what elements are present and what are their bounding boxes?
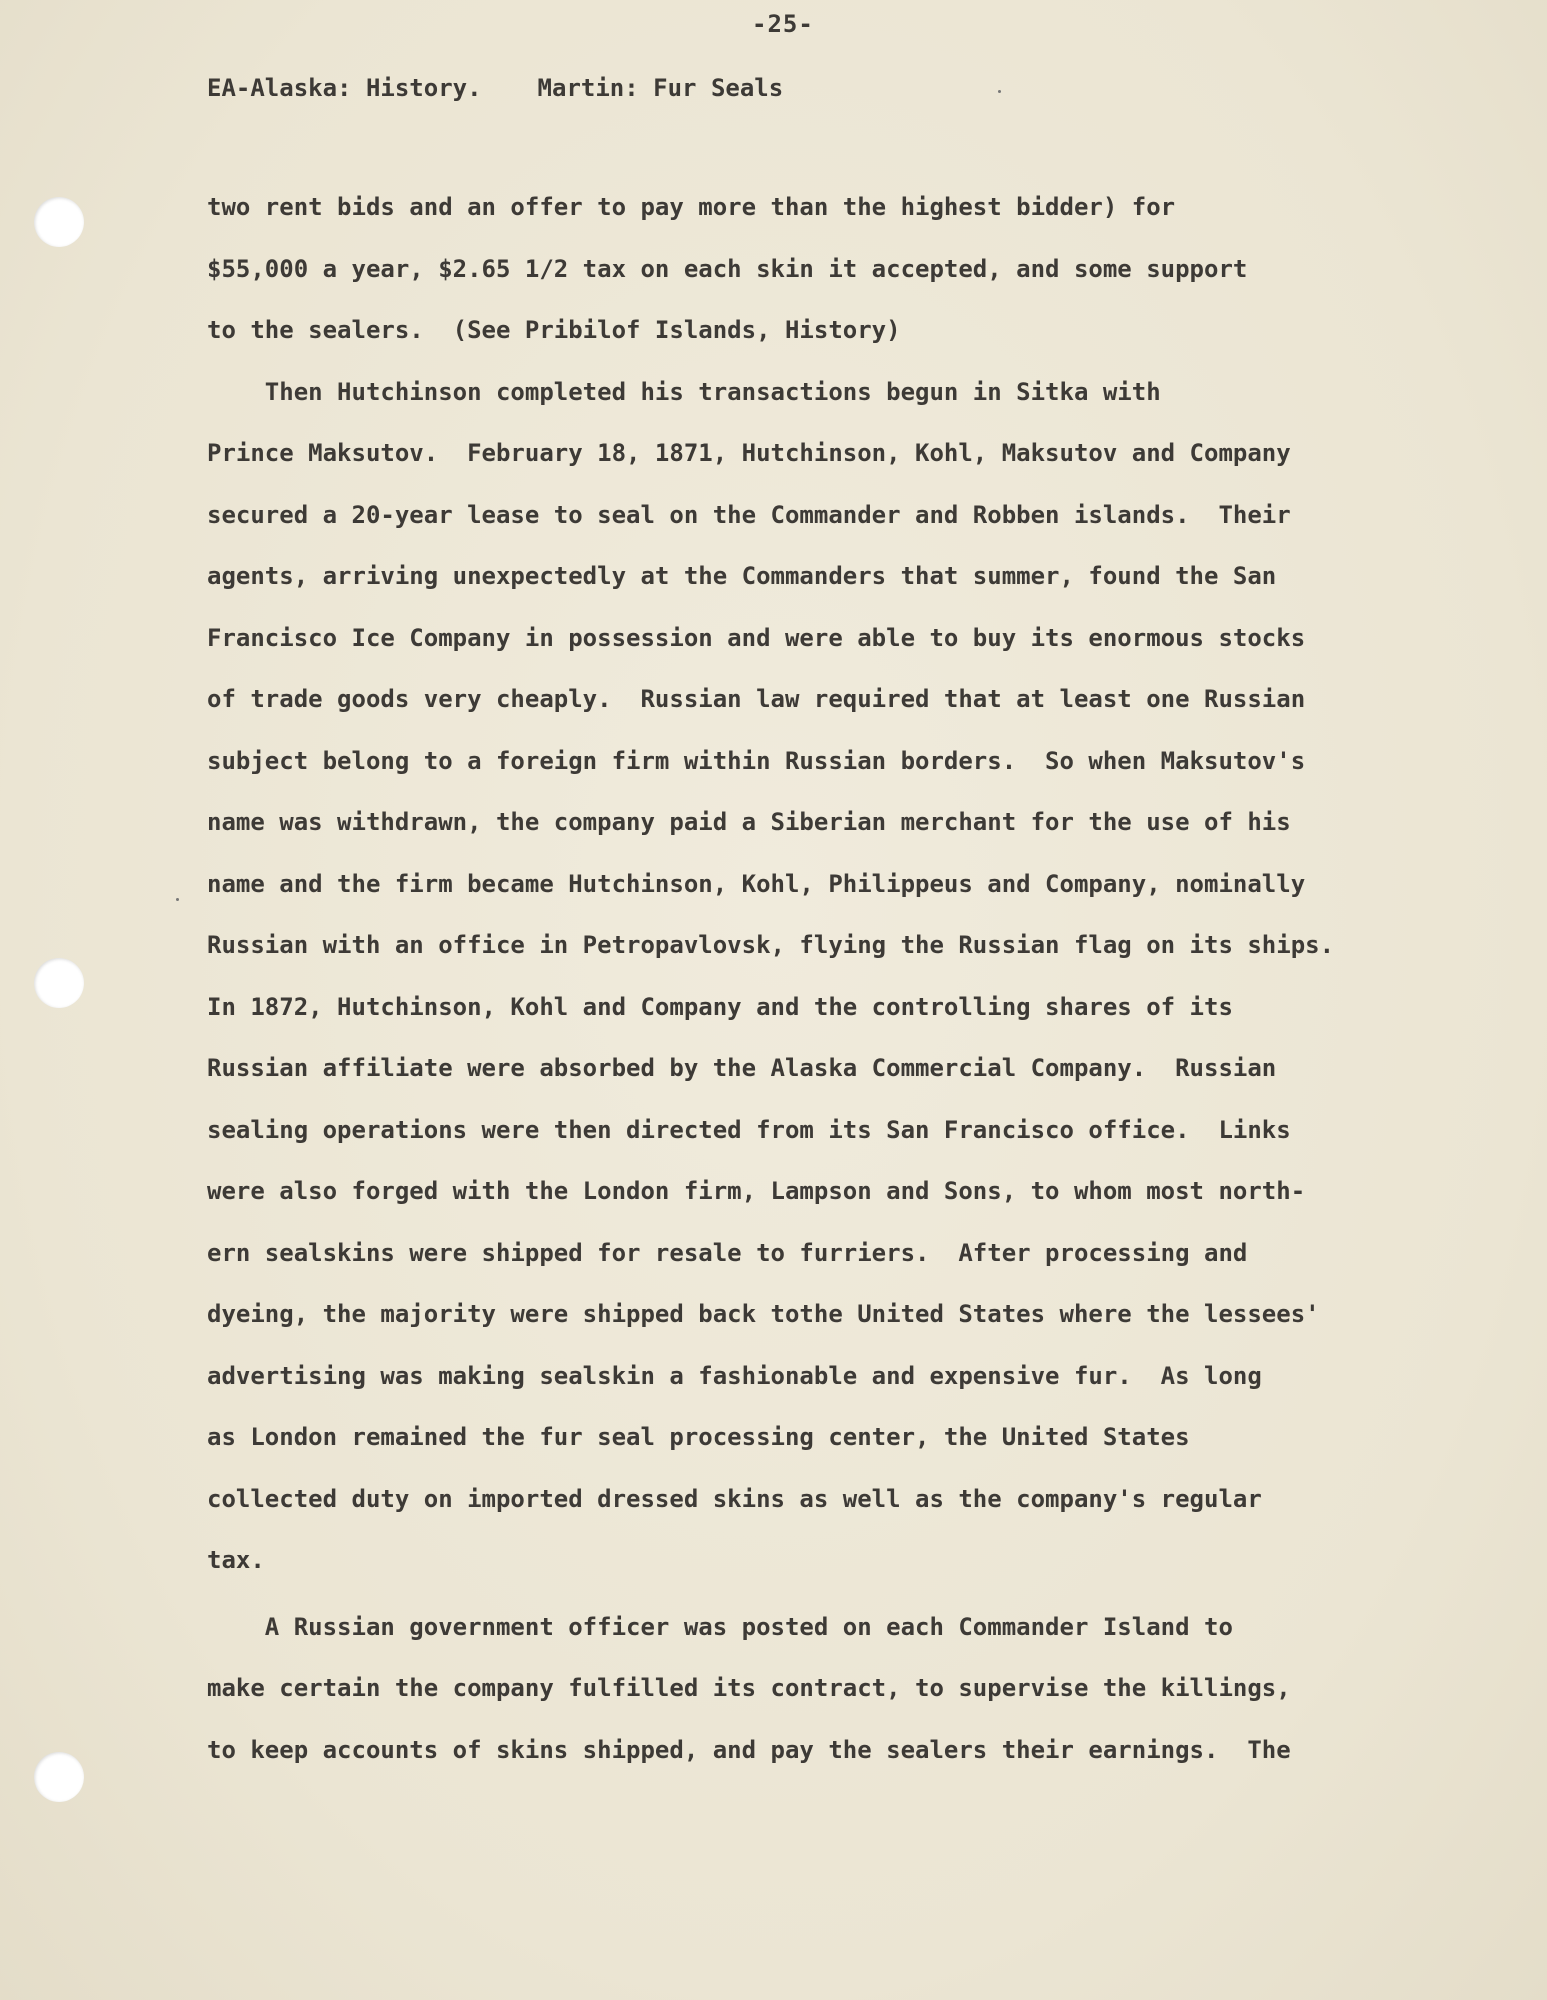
header-subject: EA-Alaska: History. bbox=[207, 74, 482, 102]
text-line: A Russian government officer was posted on each Commander Island to bbox=[207, 1612, 1233, 1641]
text-line: In 1872, Hutchinson, Kohl and Company and the controlling shares of its bbox=[207, 992, 1233, 1021]
text-line: subject belong to a foreign firm within Russian borders. So when Maksutov's bbox=[207, 746, 1306, 775]
text-line: ern sealskins were shipped for resale to furriers. After processing and bbox=[207, 1238, 1248, 1267]
text-line: Then Hutchinson completed his transactions begun in Sitka with bbox=[207, 377, 1161, 406]
text-line: Russian with an office in Petropavlovsk, flying the Russian flag on its ships. bbox=[207, 931, 1335, 959]
text-line: name and the firm became Hutchinson, Kohl, Philippeus and Company, nominally bbox=[207, 869, 1306, 898]
text-line: collected duty on imported dressed skins as well as the company's regular bbox=[207, 1484, 1262, 1513]
stray-ink-mark bbox=[998, 90, 1001, 93]
text-line: agents, arriving unexpectedly at the Commanders that summer, found the San bbox=[207, 562, 1277, 590]
text-line: advertising was making sealskin a fashionable and expensive fur. As long bbox=[207, 1361, 1262, 1390]
text-line: to keep accounts of skins shipped, and pay the sealers their earnings. The bbox=[207, 1735, 1291, 1764]
text-line: make certain the company fulfilled its contract, to supervise the killings, bbox=[207, 1674, 1291, 1702]
text-line: of trade goods very cheaply. Russian law required that at least one Russian bbox=[207, 685, 1306, 713]
text-line: Prince Maksutov. February 18, 1871, Hutchinson, Kohl, Maksutov and Company bbox=[207, 439, 1291, 467]
text-line: sealing operations were then directed from its San Francisco office. Links bbox=[207, 1115, 1291, 1144]
punch-hole-bottom bbox=[34, 1752, 84, 1802]
text-line: tax. bbox=[207, 1546, 265, 1574]
page-number: -25- bbox=[752, 10, 814, 38]
body-text bbox=[207, 190, 1437, 1794]
stray-ink-mark bbox=[176, 898, 179, 901]
text-line: Francisco Ice Company in possession and were able to buy its enormous stocks bbox=[207, 623, 1306, 652]
text-line: name was withdrawn, the company paid a Siberian merchant for the use of his bbox=[207, 808, 1291, 836]
page-header bbox=[207, 74, 783, 102]
punch-hole-middle bbox=[34, 958, 84, 1008]
text-line: dyeing, the majority were shipped back tothe United States where the lessees' bbox=[207, 1300, 1320, 1328]
header-author-topic: Martin: Fur Seals bbox=[537, 74, 784, 102]
text-line: $55,000 a year, $2.65 1/2 tax on each skin it accepted, and some support bbox=[207, 254, 1248, 283]
punch-hole-top bbox=[34, 197, 84, 247]
text-line: two rent bids and an offer to pay more than the highest bidder) for bbox=[207, 193, 1176, 221]
text-line: secured a 20-year lease to seal on the Commander and Robben islands. Their bbox=[207, 500, 1291, 529]
text-line: were also forged with the London firm, Lampson and Sons, to whom most north- bbox=[207, 1177, 1306, 1205]
text-line: to the sealers. (See Pribilof Islands, History) bbox=[207, 316, 901, 344]
text-line: as London remained the fur seal processing center, the United States bbox=[207, 1423, 1190, 1451]
text-line: Russian affiliate were absorbed by the Alaska Commercial Company. Russian bbox=[207, 1054, 1277, 1082]
